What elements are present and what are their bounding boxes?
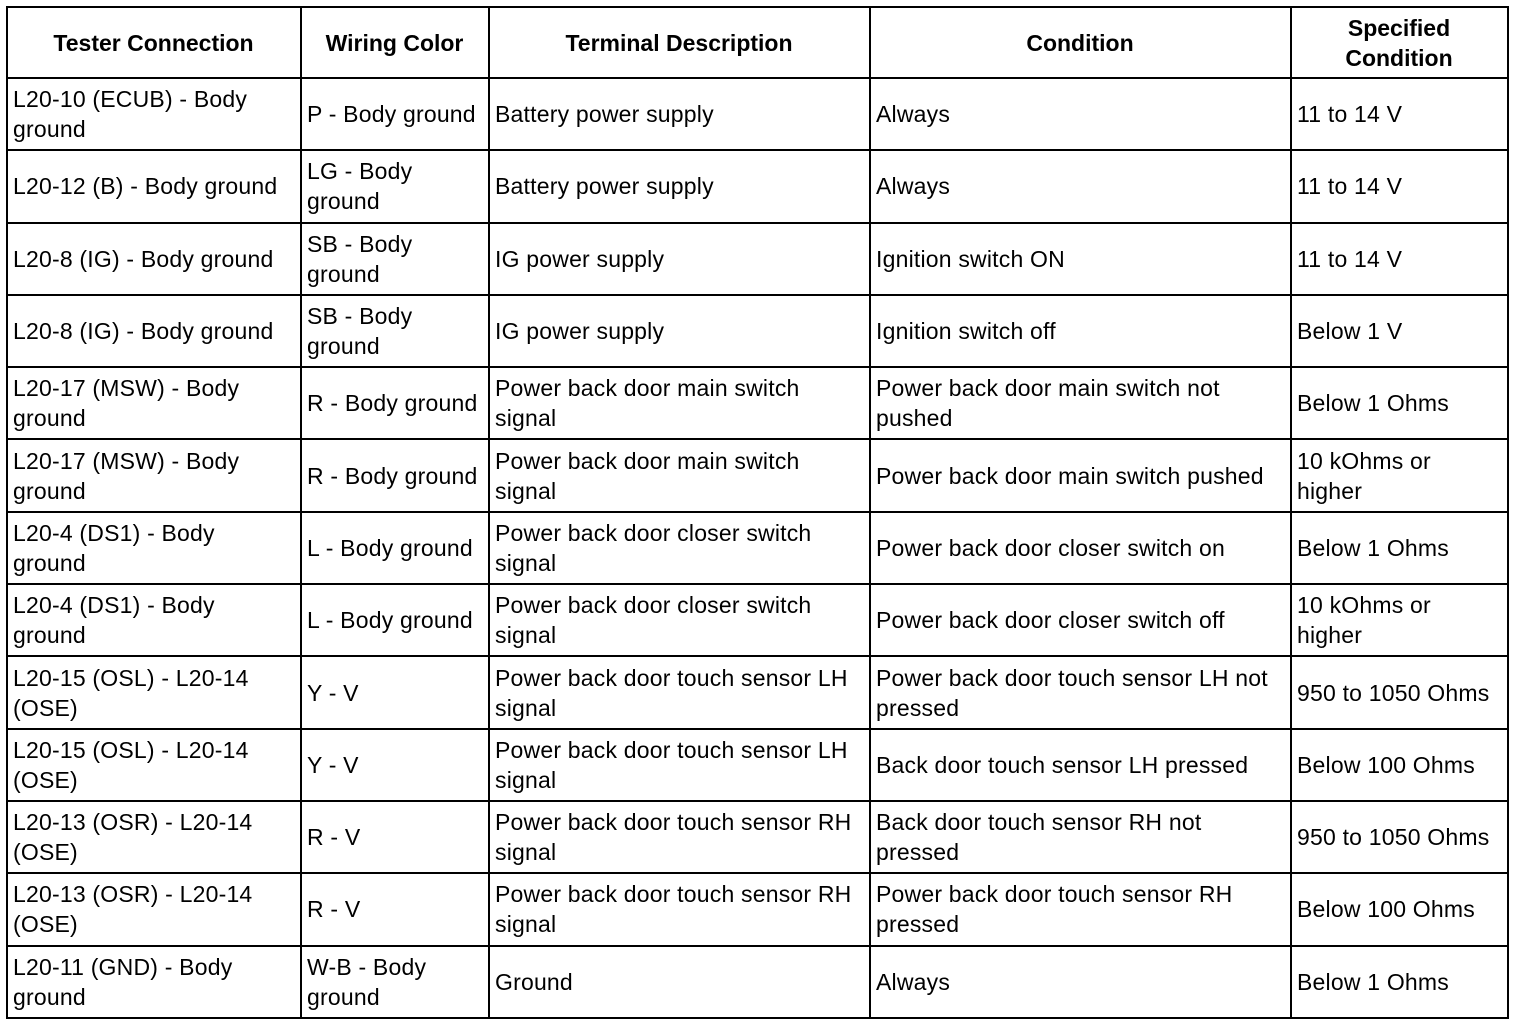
cell-condition: Power back door main switch pushed: [870, 439, 1291, 511]
cell-wiring-color: Y - V: [301, 656, 489, 728]
cell-tester-connection: L20-10 (ECUB) - Body ground: [7, 78, 301, 150]
cell-specified-condition: 11 to 14 V: [1291, 223, 1508, 295]
cell-condition: Power back door closer switch off: [870, 584, 1291, 656]
cell-wiring-color: R - V: [301, 873, 489, 945]
cell-terminal-description: Battery power supply: [489, 150, 870, 222]
cell-terminal-description: IG power supply: [489, 295, 870, 367]
table-row: [7, 295, 1508, 367]
cell-condition: Always: [870, 150, 1291, 222]
header-tester-connection: Tester Connection: [7, 7, 301, 78]
cell-wiring-color: SB - Body ground: [301, 295, 489, 367]
terminal-spec-table: [6, 6, 1509, 1019]
cell-tester-connection: L20-8 (IG) - Body ground: [7, 223, 301, 295]
header-condition: Condition: [870, 7, 1291, 78]
cell-specified-condition: Below 1 Ohms: [1291, 512, 1508, 584]
cell-tester-connection: L20-15 (OSL) - L20-14 (OSE): [7, 729, 301, 801]
cell-wiring-color: L - Body ground: [301, 584, 489, 656]
table-row: [7, 656, 1508, 728]
cell-specified-condition: 950 to 1050 Ohms: [1291, 656, 1508, 728]
cell-terminal-description: Power back door touch sensor LH signal: [489, 656, 870, 728]
cell-tester-connection: L20-4 (DS1) - Body ground: [7, 584, 301, 656]
cell-specified-condition: 10 kOhms or higher: [1291, 584, 1508, 656]
cell-condition: Power back door touch sensor RH pressed: [870, 873, 1291, 945]
cell-specified-condition: 10 kOhms or higher: [1291, 439, 1508, 511]
cell-condition: Ignition switch ON: [870, 223, 1291, 295]
cell-terminal-description: IG power supply: [489, 223, 870, 295]
cell-tester-connection: L20-12 (B) - Body ground: [7, 150, 301, 222]
cell-tester-connection: L20-8 (IG) - Body ground: [7, 295, 301, 367]
table-row: [7, 946, 1508, 1018]
cell-specified-condition: 11 to 14 V: [1291, 150, 1508, 222]
cell-wiring-color: P - Body ground: [301, 78, 489, 150]
cell-condition: Power back door main switch not pushed: [870, 367, 1291, 439]
table-row: [7, 801, 1508, 873]
cell-terminal-description: Battery power supply: [489, 78, 870, 150]
cell-terminal-description: Power back door closer switch signal: [489, 512, 870, 584]
cell-specified-condition: Below 1 V: [1291, 295, 1508, 367]
cell-wiring-color: LG - Body ground: [301, 150, 489, 222]
table-row: [7, 223, 1508, 295]
cell-wiring-color: R - V: [301, 801, 489, 873]
cell-condition: Power back door closer switch on: [870, 512, 1291, 584]
cell-terminal-description: Power back door touch sensor RH signal: [489, 873, 870, 945]
cell-specified-condition: Below 100 Ohms: [1291, 873, 1508, 945]
header-wiring-color: Wiring Color: [301, 7, 489, 78]
cell-wiring-color: W-B - Body ground: [301, 946, 489, 1018]
cell-tester-connection: L20-17 (MSW) - Body ground: [7, 367, 301, 439]
cell-condition: Always: [870, 946, 1291, 1018]
cell-terminal-description: Power back door main switch signal: [489, 367, 870, 439]
cell-terminal-description: Power back door touch sensor RH signal: [489, 801, 870, 873]
cell-tester-connection: L20-17 (MSW) - Body ground: [7, 439, 301, 511]
cell-specified-condition: Below 1 Ohms: [1291, 946, 1508, 1018]
cell-wiring-color: R - Body ground: [301, 367, 489, 439]
cell-wiring-color: L - Body ground: [301, 512, 489, 584]
cell-specified-condition: Below 1 Ohms: [1291, 367, 1508, 439]
cell-tester-connection: L20-13 (OSR) - L20-14 (OSE): [7, 873, 301, 945]
table-row: [7, 584, 1508, 656]
cell-condition: Ignition switch off: [870, 295, 1291, 367]
cell-specified-condition: 950 to 1050 Ohms: [1291, 801, 1508, 873]
cell-terminal-description: Ground: [489, 946, 870, 1018]
cell-specified-condition: 11 to 14 V: [1291, 78, 1508, 150]
cell-tester-connection: L20-11 (GND) - Body ground: [7, 946, 301, 1018]
table-row: [7, 367, 1508, 439]
cell-terminal-description: Power back door main switch signal: [489, 439, 870, 511]
cell-terminal-description: Power back door touch sensor LH signal: [489, 729, 870, 801]
cell-condition: Always: [870, 78, 1291, 150]
header-specified-condition: Specified Condition: [1291, 7, 1508, 78]
table-row: [7, 439, 1508, 511]
cell-terminal-description: Power back door closer switch signal: [489, 584, 870, 656]
table-row: [7, 150, 1508, 222]
cell-condition: Back door touch sensor RH not pressed: [870, 801, 1291, 873]
cell-condition: Back door touch sensor LH pressed: [870, 729, 1291, 801]
table-row: [7, 512, 1508, 584]
cell-tester-connection: L20-4 (DS1) - Body ground: [7, 512, 301, 584]
header-row: [7, 7, 1508, 78]
cell-tester-connection: L20-13 (OSR) - L20-14 (OSE): [7, 801, 301, 873]
cell-specified-condition: Below 100 Ohms: [1291, 729, 1508, 801]
table-row: [7, 78, 1508, 150]
cell-wiring-color: Y - V: [301, 729, 489, 801]
cell-condition: Power back door touch sensor LH not pressed: [870, 656, 1291, 728]
cell-wiring-color: SB - Body ground: [301, 223, 489, 295]
cell-wiring-color: R - Body ground: [301, 439, 489, 511]
cell-tester-connection: L20-15 (OSL) - L20-14 (OSE): [7, 656, 301, 728]
table-row: [7, 729, 1508, 801]
table-row: [7, 873, 1508, 945]
header-terminal-description: Terminal Description: [489, 7, 870, 78]
